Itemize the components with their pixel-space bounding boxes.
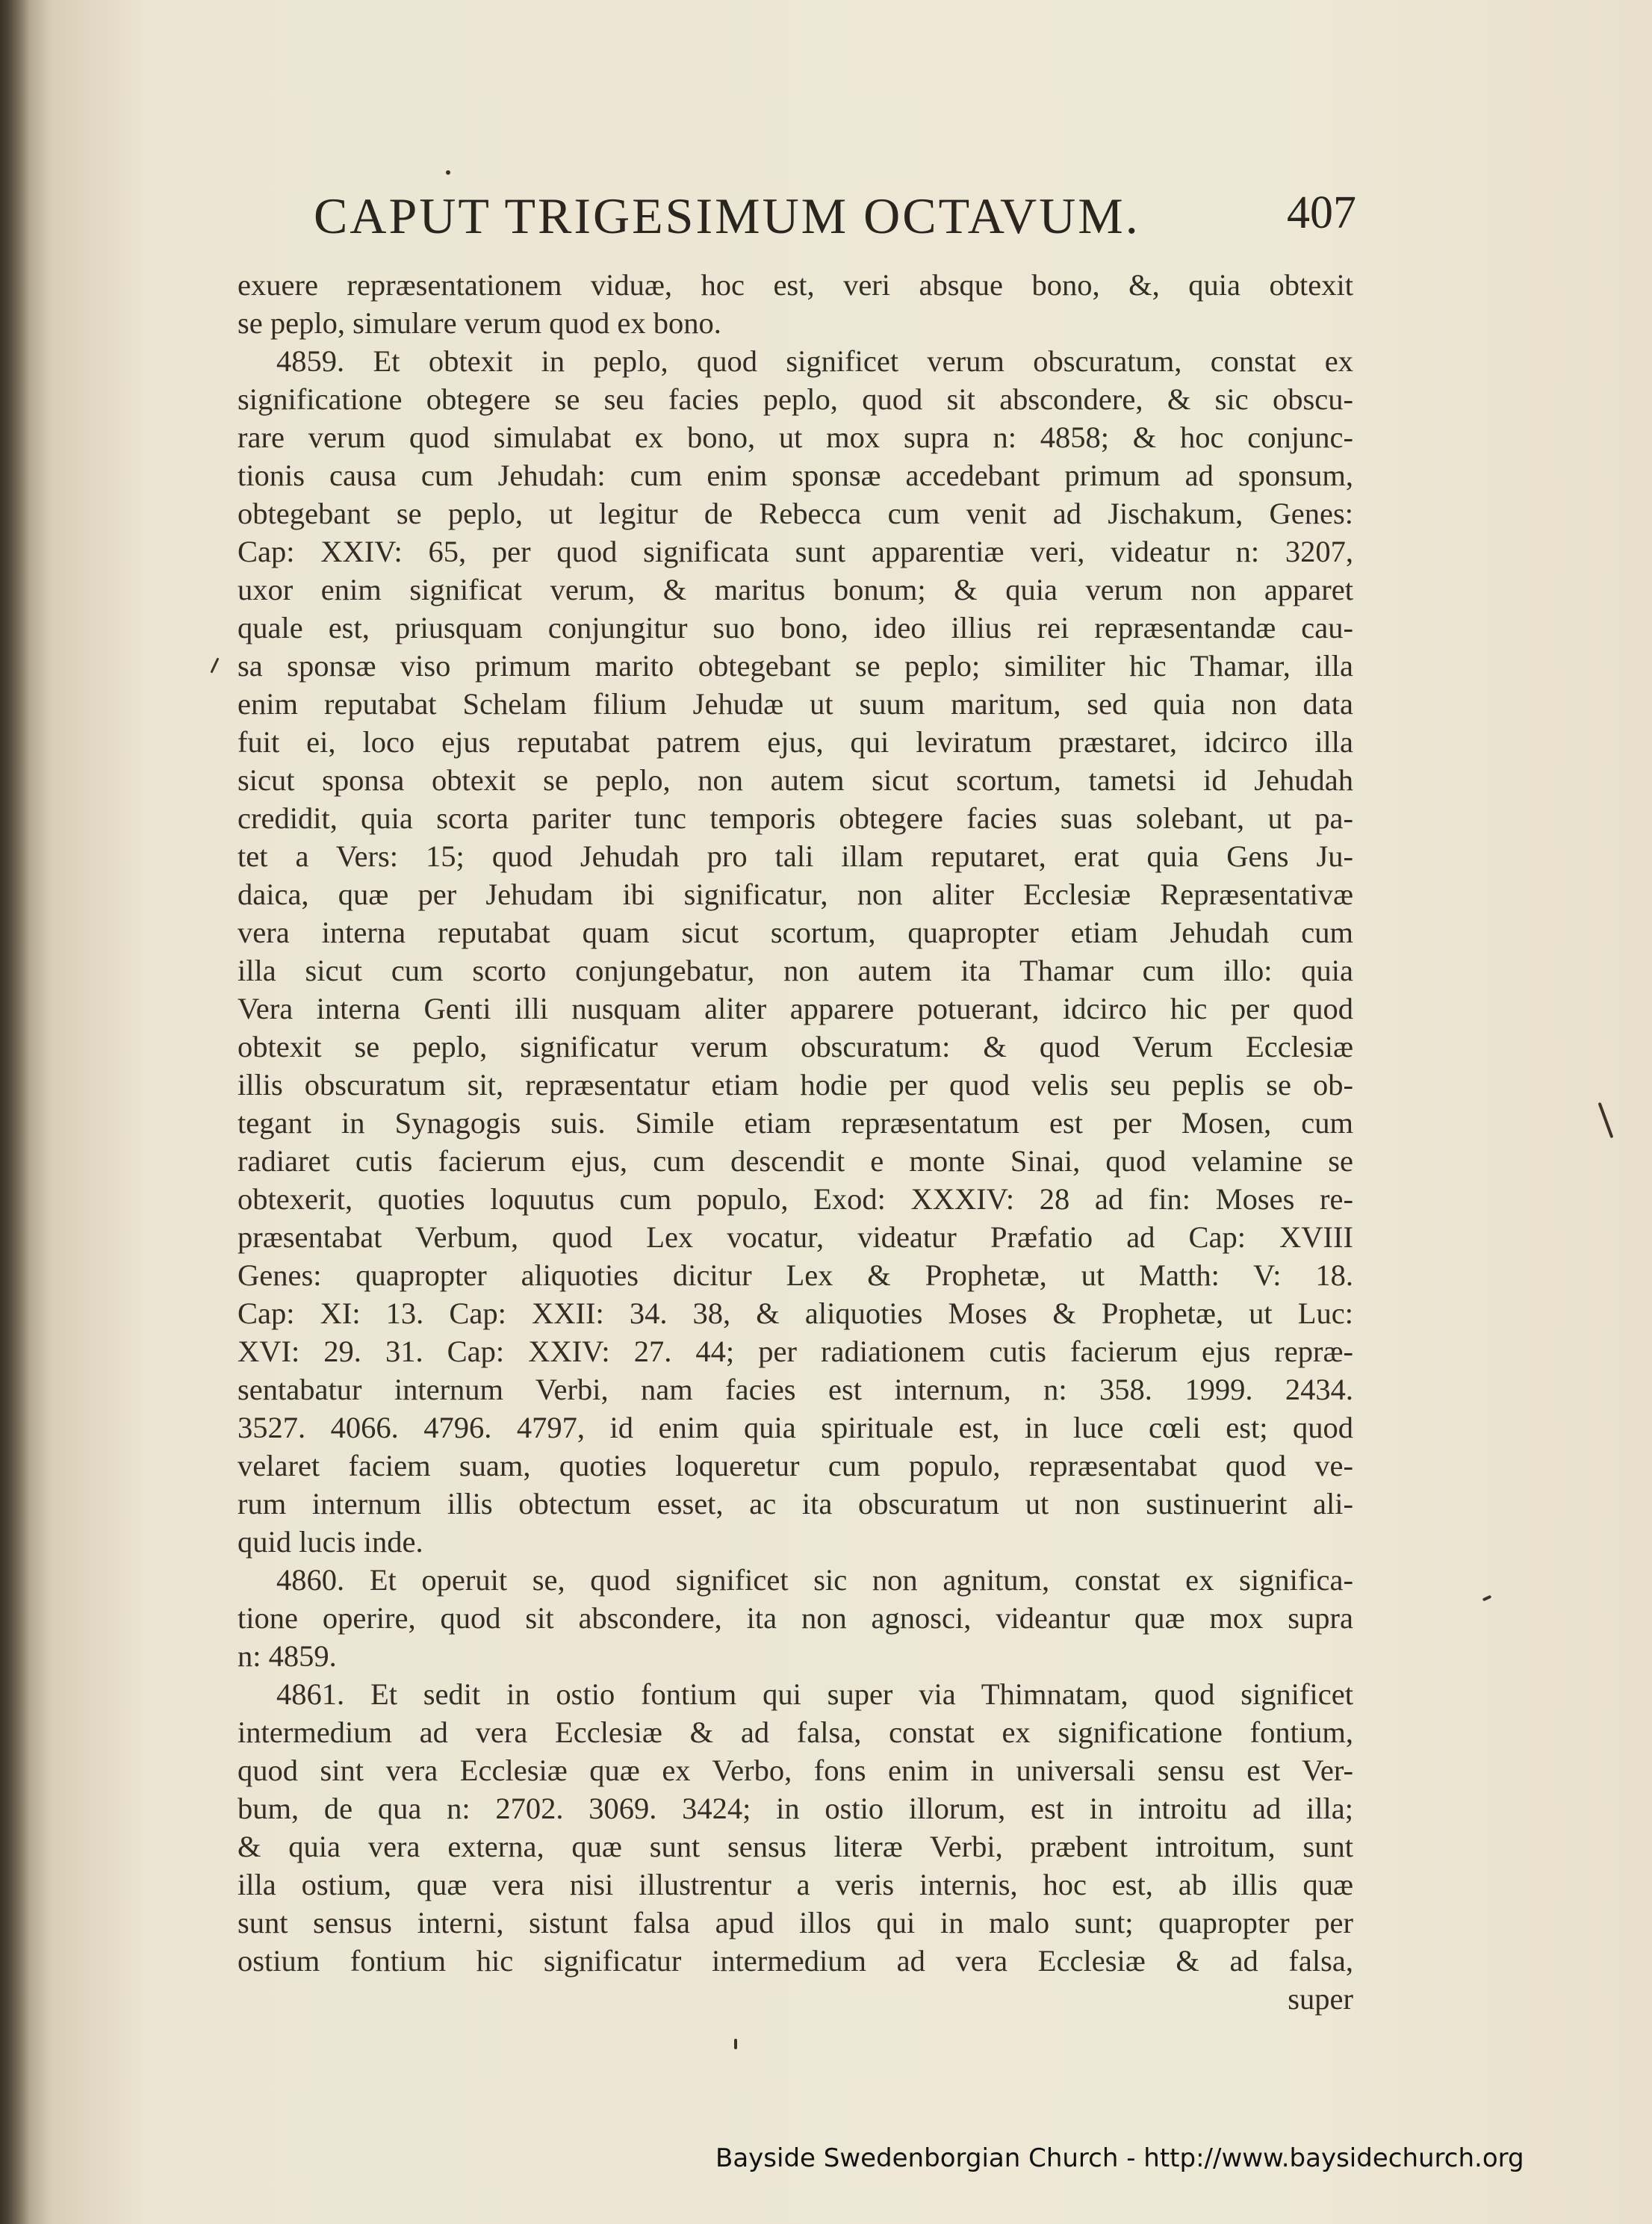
text-line: 3527. 4066. 4796. 4797, id enim quia spirituale est, in luce cœli est; quod <box>237 1411 1353 1444</box>
text-line: quid lucis inde. <box>237 1525 423 1559</box>
footer-credit: Bayside Swedenborgian Church - http://www.baysidechurch.org <box>715 2143 1524 2173</box>
ink-speck <box>1482 1595 1492 1602</box>
running-header <box>314 187 1374 254</box>
page-number: 407 <box>1287 187 1356 238</box>
ink-speck <box>210 657 219 673</box>
text-line: ostium fontium hic significatur intermedium ad vera Ecclesiæ & ad falsa, <box>237 1944 1353 1978</box>
text-line: credidit, quia scorta pariter tunc temporis obtegere facies suas solebant, ut pa- <box>237 801 1353 835</box>
text-line: n: 4859. <box>237 1639 337 1673</box>
gutter-shadow <box>0 0 30 2224</box>
text-line: radiaret cutis facierum ejus, cum descendit e monte Sinai, quod velamine se <box>237 1144 1353 1178</box>
text-line: fuit ei, loco ejus reputabat patrem ejus, qui leviratum præstaret, idcirco illa <box>237 725 1353 759</box>
text-line: illa ostium, quæ vera nisi illustrentur a veris internis, hoc est, ab illis quæ <box>237 1868 1353 1901</box>
paragraph-4860-start: 4860. Et operuit se, quod significet sic non agnitum, constat ex significa- <box>276 1563 1353 1597</box>
text-line: tegant in Synagogis suis. Simile etiam repræsentatum est per Mosen, cum <box>237 1106 1353 1140</box>
text-line: sentabatur internum Verbi, nam facies est internum, n: 358. 1999. 2434. <box>237 1373 1353 1406</box>
text-line: enim reputabat Schelam filium Jehudæ ut suum maritum, sed quia non data <box>237 687 1353 721</box>
text-line: rare verum quod simulabat ex bono, ut mox supra n: 4858; & hoc conjunc- <box>237 420 1353 454</box>
paragraph-4861-start: 4861. Et sedit in ostio fontium qui super via Thimnatam, quod significet <box>276 1677 1353 1711</box>
text-line: obtexit se peplo, significatur verum obscuratum: & quod Verum Ecclesiæ <box>237 1030 1353 1063</box>
text-line: illis obscuratum sit, repræsentatur etiam hodie per quod velis seu peplis se ob- <box>237 1068 1353 1102</box>
text-line: sa sponsæ viso primum marito obtegebant se peplo; similiter hic Thamar, illa <box>237 649 1353 683</box>
text-line: sunt sensus interni, sistunt falsa apud illos qui in malo sunt; quapropter per <box>237 1906 1353 1939</box>
body-text <box>237 266 1353 2018</box>
text-line: & quia vera externa, quæ sunt sensus literæ Verbi, præbent introitum, sunt <box>237 1830 1353 1863</box>
text-line: Vera interna Genti illi nusquam aliter apparere potuerant, idcirco hic per quod <box>237 992 1353 1025</box>
text-line: Genes: quapropter aliquoties dicitur Lex & Prophetæ, ut Matth: V: 18. <box>237 1258 1353 1292</box>
text-line: obtexerit, quoties loquutus cum populo, Exod: XXXIV: 28 ad fin: Moses re- <box>237 1182 1353 1216</box>
text-line: tionis causa cum Jehudah: cum enim sponsæ accedebant primum ad sponsum, <box>237 459 1353 492</box>
text-line: significatione obtegere se seu facies peplo, quod sit abscondere, & sic obscu- <box>237 382 1353 416</box>
text-line: tione operire, quod sit abscondere, ita non agnosci, videantur quæ mox supra <box>237 1601 1353 1635</box>
text-line: quod sint vera Ecclesiæ quæ ex Verbo, fons enim in universali sensu est Ver- <box>237 1754 1353 1787</box>
text-line: præsentabat Verbum, quod Lex vocatur, videatur Præfatio ad Cap: XVIII <box>237 1220 1353 1254</box>
ink-speck <box>1598 1102 1614 1138</box>
text-line: rum internum illis obtectum esset, ac ita obscuratum ut non sustinuerint ali- <box>237 1487 1353 1521</box>
text-line: Cap: XXIV: 65, per quod significata sunt apparentiæ veri, videatur n: 3207, <box>237 535 1353 568</box>
text-line: sicut sponsa obtexit se peplo, non autem sicut scortum, tametsi id Jehudah <box>237 763 1353 797</box>
text-line: Cap: XI: 13. Cap: XXII: 34. 38, & aliquoties Moses & Prophetæ, ut Luc: <box>237 1296 1353 1330</box>
text-line: velaret faciem suam, quoties loqueretur cum populo, repræsentabat quod ve- <box>237 1449 1353 1482</box>
text-line: uxor enim significat verum, & maritus bonum; & quia verum non apparet <box>237 573 1353 606</box>
text-line: vera interna reputabat quam sicut scortum, quapropter etiam Jehudah cum <box>237 916 1353 949</box>
text-line: bum, de qua n: 2702. 3069. 3424; in ostio illorum, est in introitu ad illa; <box>237 1792 1353 1825</box>
text-line: obtegebant se peplo, ut legitur de Rebecca cum venit ad Jischakum, Genes: <box>237 497 1353 530</box>
text-line: XVI: 29. 31. Cap: XXIV: 27. 44; per radiationem cutis facierum ejus repræ- <box>237 1335 1353 1368</box>
paragraph-4859-start: 4859. Et obtexit in peplo, quod significet verum obscuratum, constat ex <box>276 344 1353 378</box>
chapter-title: CAPUT TRIGESIMUM OCTAVUM. <box>314 187 1140 244</box>
catchword: super <box>1288 1982 1353 2016</box>
text-line: illa sicut cum scorto conjungebatur, non autem ita Thamar cum illo: quia <box>237 954 1353 987</box>
text-line: daica, quæ per Jehudam ibi significatur, non aliter Ecclesiæ Repræsentativæ <box>237 878 1353 911</box>
text-line: tet a Vers: 15; quod Jehudah pro tali illam reputaret, erat quia Gens Ju- <box>237 839 1353 873</box>
ink-speck <box>446 170 450 175</box>
ink-speck <box>734 2039 737 2049</box>
text-line: exuere repræsentationem viduæ, hoc est, veri absque bono, &, quia obtexit <box>237 268 1353 302</box>
text-line: quale est, priusquam conjungitur suo bono, ideo illius rei repræsentandæ cau- <box>237 611 1353 644</box>
text-line: se peplo, simulare verum quod ex bono. <box>237 306 721 340</box>
text-line: intermedium ad vera Ecclesiæ & ad falsa, constat ex significatione fontium, <box>237 1715 1353 1749</box>
